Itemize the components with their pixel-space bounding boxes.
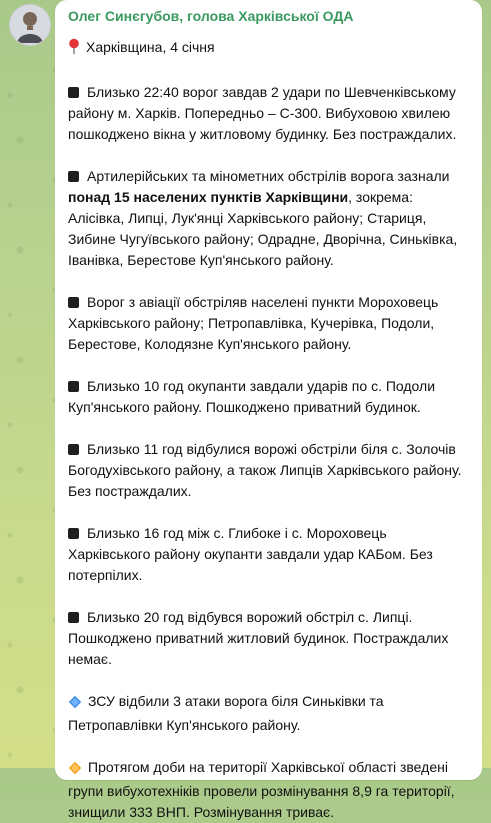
location-line: Харківщина, 4 січня bbox=[68, 37, 472, 61]
report-paragraph: Близько 10 год окупанти завдали ударів по с. Подоли Куп'янського району. Пошкоджено приватний будинок. bbox=[68, 378, 436, 415]
message-text bbox=[68, 37, 472, 823]
sender-avatar[interactable] bbox=[9, 4, 51, 46]
square-bullet-icon bbox=[68, 297, 79, 308]
message-bubble bbox=[55, 0, 482, 820]
person-avatar-icon bbox=[10, 5, 50, 45]
square-bullet-icon bbox=[68, 612, 79, 623]
square-bullet-icon bbox=[68, 444, 79, 455]
report-paragraph: Близько 11 год відбулися ворожі обстріли біля с. Золочів Богодухівського району, а також Липців Харківського району. Без постраждалих. bbox=[68, 441, 462, 499]
map-pin-icon bbox=[68, 38, 80, 61]
report-paragraph: ЗСУ відбили 3 атаки ворога біля Синьківки та Петропавлівки Куп'янського району. bbox=[68, 693, 384, 733]
report-paragraph: Близько 20 год відбувся ворожий обстріл с. Липці. Пошкоджено приватний житловий будинок. Постраждалих немає. bbox=[68, 609, 449, 667]
report-paragraph: Близько 22:40 ворог завдав 2 удари по Шевченківському району м. Харків. Попередньо – С-300. Вибуховою хвилею пошкоджено вікна у житловому будинку. Без постраждалих. bbox=[68, 84, 457, 142]
report-paragraph: Протягом доби на території Харківської області зведені групи вибухотехніків провели розмінування 8,9 га території, знищили 333 ВНП. Розмінування триває. bbox=[68, 759, 455, 820]
square-bullet-icon bbox=[68, 171, 79, 182]
sender-name[interactable]: Олег Синєгубов, голова Харківської ОДА bbox=[68, 8, 354, 24]
square-bullet-icon bbox=[68, 381, 79, 392]
orange-diamond-icon bbox=[68, 760, 82, 781]
report-paragraph: Ворог з авіації обстріляв населені пункти Мороховець Харківського району; Петропавлівка, Кучерівка, Подоли, Берестове, Колодязне Куп'янського району. bbox=[68, 294, 439, 352]
report-paragraph: Близько 16 год між с. Глибоке і с. Мороховець Харківського району окупанти завдали удар КАБом. Без потерпілих. bbox=[68, 525, 433, 583]
blue-diamond-icon bbox=[68, 694, 82, 715]
report-paragraph: Артилерійських та мінометних обстрілів ворога зазнали понад 15 населених пунктів Харківщини, зокрема: Алісівка, Липці, Лук'янці Харківського району; Стариця, Зибине Чугуївського району; Одрадне, Дворічна, Синьківка, Іванівка, Берестове Куп'янського району. bbox=[68, 168, 458, 268]
square-bullet-icon bbox=[68, 87, 79, 98]
square-bullet-icon bbox=[68, 528, 79, 539]
